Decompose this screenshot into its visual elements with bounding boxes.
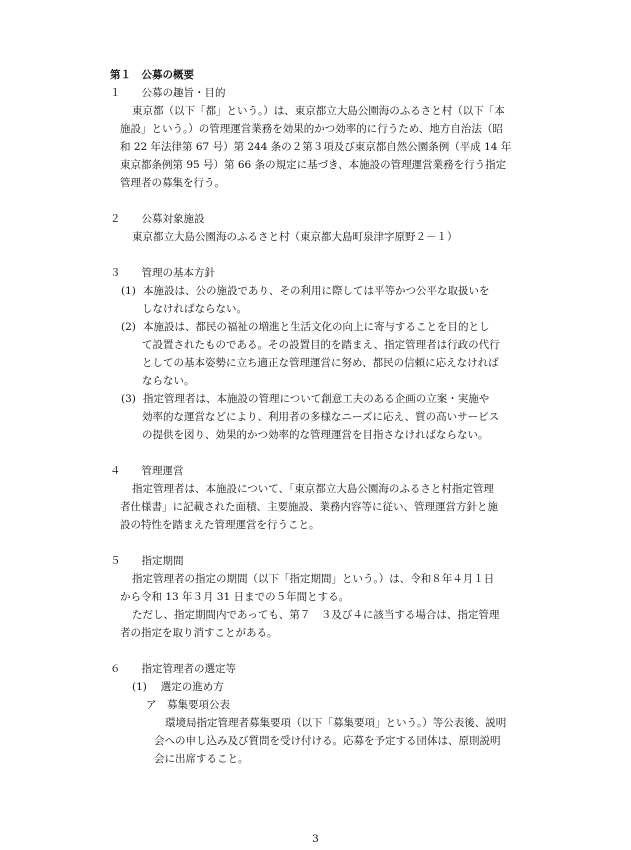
paragraph-line: 指定管理者は、本施設について、「東京都立大島公園海のふるさと村指定管理	[132, 483, 494, 495]
section-heading: １ 公募の趣旨・目的	[110, 87, 226, 99]
paragraph-line: 指定管理者は、本施設の管理について創意工夫のある企画の立案・実施や	[143, 393, 490, 405]
paragraph-line: 指定管理者の指定の期間（以下「指定期間」という。）は、令和８年４月１日	[132, 573, 495, 585]
paragraph-line: 会への申し込み及び質問を受け付ける。応募を予定する団体は、原則説明	[154, 735, 501, 747]
item-number: (2)	[121, 321, 136, 333]
list-item	[110, 318, 550, 390]
section-heading: ４ 管理運営	[110, 465, 184, 477]
paragraph-line: 和 22 年法律第 67 号）第 244 条の２第３項及び東京都自然公園条例（平成 14 年	[120, 141, 512, 153]
section-heading: ２ 公募対象施設	[110, 213, 205, 225]
section-purpose	[110, 84, 550, 192]
paragraph-line: しなければならない。	[142, 303, 247, 315]
page-number: 3	[312, 833, 319, 845]
paragraph-line: 本施設は、都民の福祉の増進と生活文化の向上に寄与することを目的とし	[143, 321, 490, 333]
paragraph-line: 者の指定を取り消すことがある。	[120, 627, 278, 639]
paragraph-line: 会に出席すること。	[154, 753, 249, 765]
paragraph-line: 東京都立大島公園海のふるさと村（東京都大島町泉津字原野２－１）	[132, 231, 458, 243]
section-heading: ３ 管理の基本方針	[110, 267, 215, 279]
item-number: (1)	[121, 285, 136, 297]
item-number: (3)	[121, 393, 136, 405]
paragraph-line: 設の特性を踏まえた管理運営を行うこと。	[120, 519, 320, 531]
paragraph-line: ただし、指定期間内であっても、第７ ３及び４に該当する場合は、指定管理	[132, 609, 500, 621]
list-item	[110, 282, 550, 318]
paragraph-line: 管理者の募集を行う。	[120, 177, 225, 189]
paragraph-line: としての基本姿勢に立ち適正な管理運営に努め、都民の信頼に応えなければ	[142, 357, 499, 369]
section-heading: ５ 指定期間	[110, 555, 184, 567]
section-management	[110, 462, 550, 534]
section-target-facility	[110, 210, 550, 246]
section-heading: ６ 指定管理者の選定等	[110, 663, 236, 675]
paragraph-line: 環境局指定管理者募集要項（以下「募集要項」という。）等公表後、説明	[165, 717, 507, 729]
paragraph-line: ならない。	[142, 375, 195, 387]
paragraph-line: 本施設は、公の施設であり、その利用に際しては平等かつ公平な取扱いを	[143, 285, 490, 297]
chapter-title: 第１ 公募の概要	[110, 69, 194, 81]
paragraph-line: 効率的な運営などにより、利用者の多様なニーズに応え、質の高いサービス	[142, 411, 500, 423]
paragraph-line: 東京都（以下「都」という。）は、東京都立大島公園海のふるさと村（以下「本	[132, 105, 505, 117]
section-designation-period	[110, 552, 550, 642]
paragraph-line: て設置されたものである。その設置目的を踏まえ、指定管理者は行政の代行	[142, 339, 500, 351]
sub-sub-heading: ア 募集要項公表	[146, 699, 230, 711]
paragraph-line: の提供を図り、効果的かつ効率的な管理運営を目指さなければならない。	[142, 429, 489, 441]
section-selection	[110, 660, 550, 768]
list-item	[110, 390, 550, 444]
paragraph-line: 東京都条例第 95 号）第 66 条の規定に基づき、本施設の管理運営業務を行う指定	[120, 159, 507, 171]
section-basic-policy	[110, 264, 550, 444]
paragraph-line: 施設」という。）の管理運営業務を効果的かつ効率的に行うため、地方自治法（昭	[120, 123, 503, 135]
sub-heading: (1) 選定の進め方	[132, 681, 224, 693]
paragraph-line: 者仕様書」に記載された面積、主要施設、業務内容等に従い、管理運営方針と施	[120, 501, 498, 513]
paragraph-line: から令和 13 年３月 31 日までの５年間とする。	[120, 591, 350, 603]
document-content	[110, 66, 550, 768]
